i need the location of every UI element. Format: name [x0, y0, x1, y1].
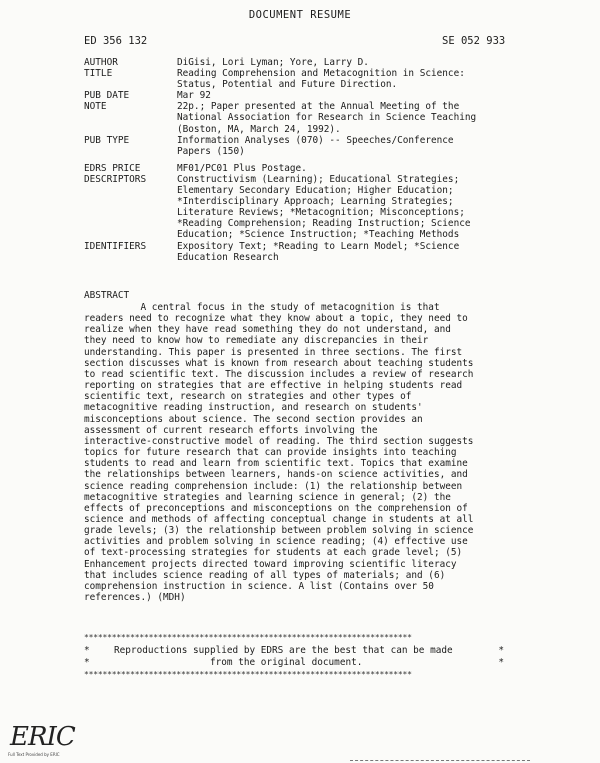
field-value	[177, 101, 544, 134]
abstract-line: section discusses what is known from research about teaching students	[84, 357, 474, 369]
reproduction-line-1: Reproductions supplied by EDRS are the best that can be made	[114, 645, 453, 656]
edge-mark: *	[498, 645, 504, 656]
field-label: DESCRIPTORS	[84, 173, 147, 185]
ed-number: ED 356 132	[84, 35, 148, 47]
abstract-line: readers need to recognize what they know about a topic, they need to	[84, 313, 468, 325]
field-label: AUTHOR	[84, 57, 118, 68]
field-pub-date	[84, 90, 544, 101]
field-label: PUB TYPE	[84, 134, 130, 146]
field-label: EDRS PRICE	[84, 162, 141, 174]
descriptor-line: *Reading Comprehension; Reading Instruction; Science	[177, 218, 471, 230]
note-line: National Association for Research in Science Teaching	[177, 112, 477, 124]
abstract-line: reporting on strategies that are effective in helping students read	[84, 380, 463, 392]
abstract-line: realize when they have read something they do not understand, and	[84, 324, 451, 336]
abstract-line: misconceptions about science. The second section provides an	[84, 413, 423, 425]
abstract-line: of text-processing strategies for students at each grade level; (5)	[84, 547, 463, 559]
pub-type-line: Papers (150)	[177, 145, 245, 157]
descriptor-line: *Interdisciplinary Approach; Learning Strategies;	[177, 196, 454, 208]
field-identifiers	[84, 241, 544, 263]
asterisk-border-top: ***********************************************************************	[84, 633, 412, 642]
abstract-line: students to read and learn from scientific text. Topics that examine	[84, 458, 468, 470]
field-value	[177, 57, 544, 68]
title-line: Status, Potential and Future Direction.	[177, 79, 398, 91]
reproduction-notice	[84, 645, 504, 669]
eric-logo: ERIC	[10, 722, 75, 752]
identifier-line: Education Research	[177, 251, 279, 263]
abstract-line: that includes science reading of all types of materials; and (6)	[84, 569, 446, 581]
abstract-line: activities and problem solving in science reading; (4) effective use	[84, 536, 468, 548]
field-author	[84, 57, 544, 68]
field-label: PUB DATE	[84, 90, 130, 102]
field-label: NOTE	[84, 101, 107, 113]
abstract-label: ABSTRACT	[84, 290, 130, 301]
descriptor-line: Elementary Secondary Education; Higher Education;	[177, 185, 454, 197]
document-title: DOCUMENT RESUME	[248, 9, 352, 21]
abstract-body	[84, 302, 504, 603]
edge-mark: *	[84, 657, 90, 668]
field-value	[177, 163, 544, 174]
field-edrs-price	[84, 163, 544, 174]
abstract-line: interactive-constructive model of reading. The third section suggests	[84, 435, 474, 447]
abstract-line: assessment of current research efforts involving the	[84, 424, 378, 436]
field-descriptors	[84, 174, 544, 241]
abstract-line: comprehension instruction in science. A list (Contains over 50	[84, 580, 434, 592]
abstract-line: to read scientific text. The discussion includes a review of research	[84, 368, 474, 380]
abstract-line: references.) (MDH)	[84, 592, 186, 604]
abstract-line: they need to know how to remediate any discrepancies in their	[84, 335, 429, 347]
reproduction-line-2: from the original document.	[210, 657, 363, 668]
identifier-line: Expository Text; *Reading to Learn Model; *Science	[177, 240, 460, 252]
abstract-line: Enhancement projects directed toward improving scientific literacy	[84, 558, 457, 570]
author-line: DiGisi, Lori Lyman; Yore, Larry D.	[177, 57, 369, 68]
pub-type-line: Information Analyses (070) -- Speeches/Conference	[177, 134, 454, 146]
abstract-line: metacognitive reading instruction, and research on students'	[84, 402, 423, 414]
note-line: 22p.; Paper presented at the Annual Meeting of the	[177, 101, 460, 113]
bottom-rule	[350, 760, 530, 761]
title-line: Reading Comprehension and Metacognition in Science:	[177, 68, 465, 80]
edrs-price-line: MF01/PC01 Plus Postage.	[177, 162, 307, 174]
field-value	[177, 241, 544, 263]
field-value	[177, 90, 544, 101]
field-value	[177, 68, 544, 90]
field-value	[177, 135, 544, 157]
abstract-line: the relationships between learners, hands-on science activities, and	[84, 469, 468, 481]
eric-logo-caption: Full Text Provided by ERIC	[8, 752, 60, 757]
descriptor-line: Education; *Science Instruction; *Teaching Methods	[177, 229, 460, 241]
field-title	[84, 68, 544, 90]
asterisk-border-bottom: ***********************************************************************	[84, 670, 412, 679]
bibliographic-fields	[84, 57, 544, 263]
abstract-line: scientific text, research on strategies and other types of	[84, 391, 412, 403]
note-line: (Boston, MA, March 24, 1992).	[177, 123, 341, 135]
abstract-line: grade levels; (3) the relationship between problem solving in science	[84, 525, 474, 537]
abstract-line: science reading comprehension include: (1) the relationship between	[84, 480, 463, 492]
se-number: SE 052 933	[442, 35, 506, 47]
abstract-line: A central focus in the study of metacognition is that	[84, 302, 440, 313]
field-value	[177, 174, 544, 241]
edge-mark: *	[498, 657, 504, 668]
descriptor-line: Constructivism (Learning); Educational Strategies;	[177, 173, 460, 185]
field-pub-type	[84, 135, 544, 157]
descriptor-line: Literature Reviews; *Metacognition; Misconceptions;	[177, 207, 465, 219]
abstract-line: effects of preconceptions and misconceptions on the comprehension of	[84, 502, 468, 514]
abstract-line: topics for future research that can provide insights into teaching	[84, 447, 457, 459]
field-label: TITLE	[84, 68, 113, 80]
field-label: IDENTIFIERS	[84, 240, 147, 252]
pub-date-line: Mar 92	[177, 90, 211, 102]
field-note	[84, 101, 544, 134]
edge-mark: *	[84, 645, 90, 656]
abstract-line: metacognitive strategies and learning science in general; (2) the	[84, 491, 451, 503]
abstract-line: understanding. This paper is presented in three sections. The first	[84, 346, 463, 358]
abstract-line: science and methods of affecting conceptual change in students at all	[84, 513, 474, 525]
